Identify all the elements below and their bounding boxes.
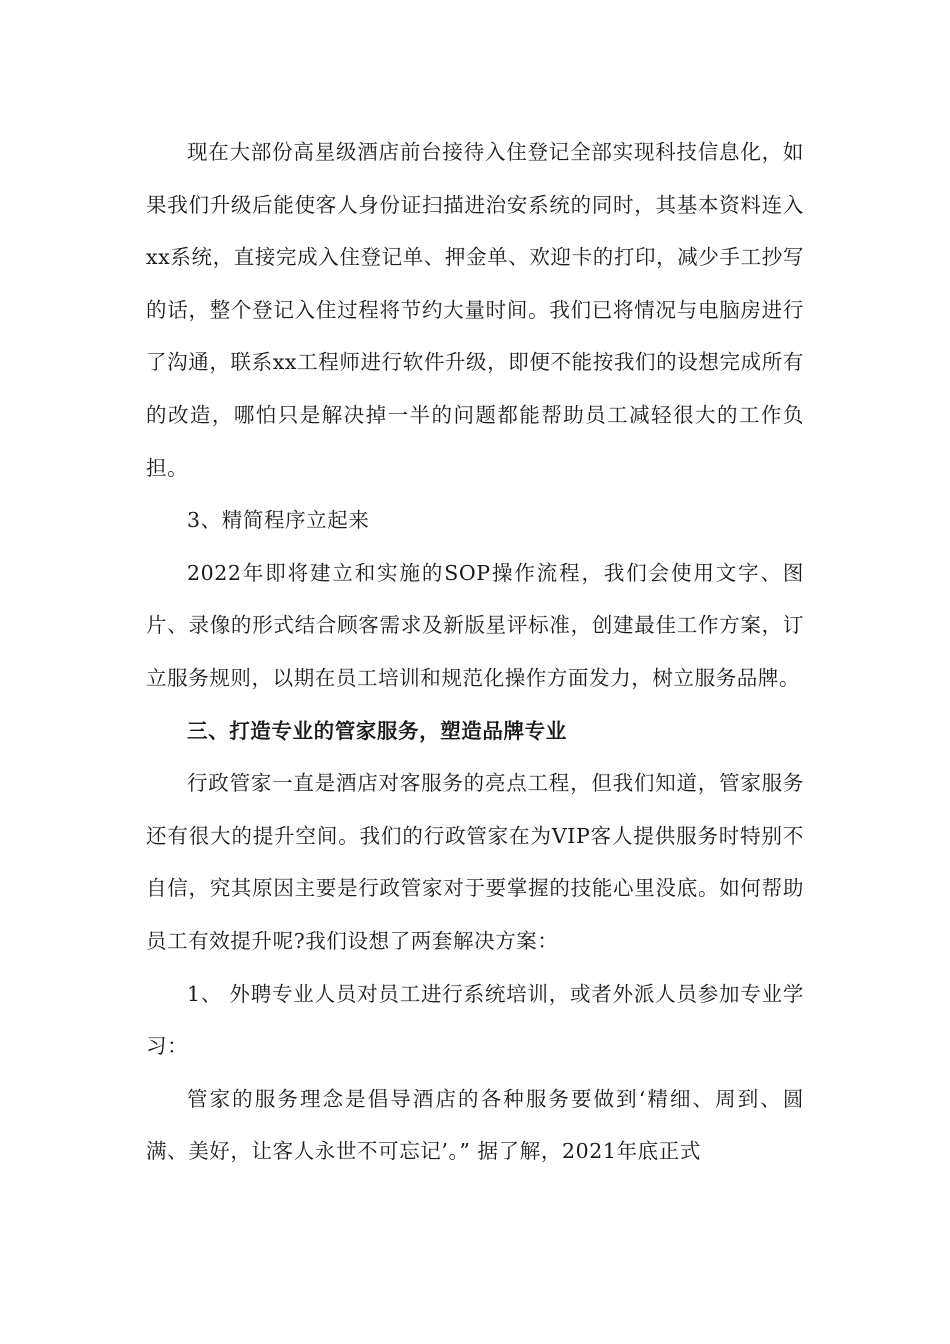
document-body — [146, 126, 804, 1178]
paragraph-executive-butler: 行政管家一直是酒店对客服务的亮点工程，但我们知道，管家服务还有很大的提升空间。我们的行政管家在为VIP客人提供服务时特别不自信，究其原因主要是行政管家对于要掌握的技能心里没底。如何帮助员工有效提升呢?我们设想了两套解决方案： — [146, 771, 804, 953]
paragraph-solution-one: 1、 外聘专业人员对员工进行系统培训，或者外派人员参加专业学习： — [146, 981, 804, 1059]
paragraph-streamline-procedures-title: 3、精简程序立起来 — [187, 508, 370, 533]
paragraph-front-desk-upgrade: 现在大部份高星级酒店前台接待入住登记全部实现科技信息化，如果我们升级后能使客人身份证扫描进治安系统的同时，其基本资料连入xx系统，直接完成入住登记单、押金单、欢迎卡的打印，减少手工抄写的话，整个登记入住过程将节约大量时间。我们已将情况与电脑房进行了沟通，联系xx工程师进行软件升级，即便不能按我们的设想完成所有的改造，哪怕只是解决掉一半的问题都能帮助员工减轻很大的工作负担。 — [146, 140, 804, 480]
section-heading-butler-service: 三、打造专业的管家服务，塑造品牌专业 — [187, 718, 567, 743]
paragraph-sop-plan: 2022年即将建立和实施的SOP操作流程，我们会使用文字、图片、录像的形式结合顾客需求及新版星评标准，创建最佳工作方案，订立服务规则，以期在员工培训和规范化操作方面发力，树立服务品牌。 — [146, 560, 804, 690]
paragraph-butler-concept: 管家的服务理念是倡导酒店的各种服务要做到‘精细、周到、圆满、美好，让客人永世不可忘记’。” 据了解，2021年底正式 — [146, 1086, 804, 1164]
